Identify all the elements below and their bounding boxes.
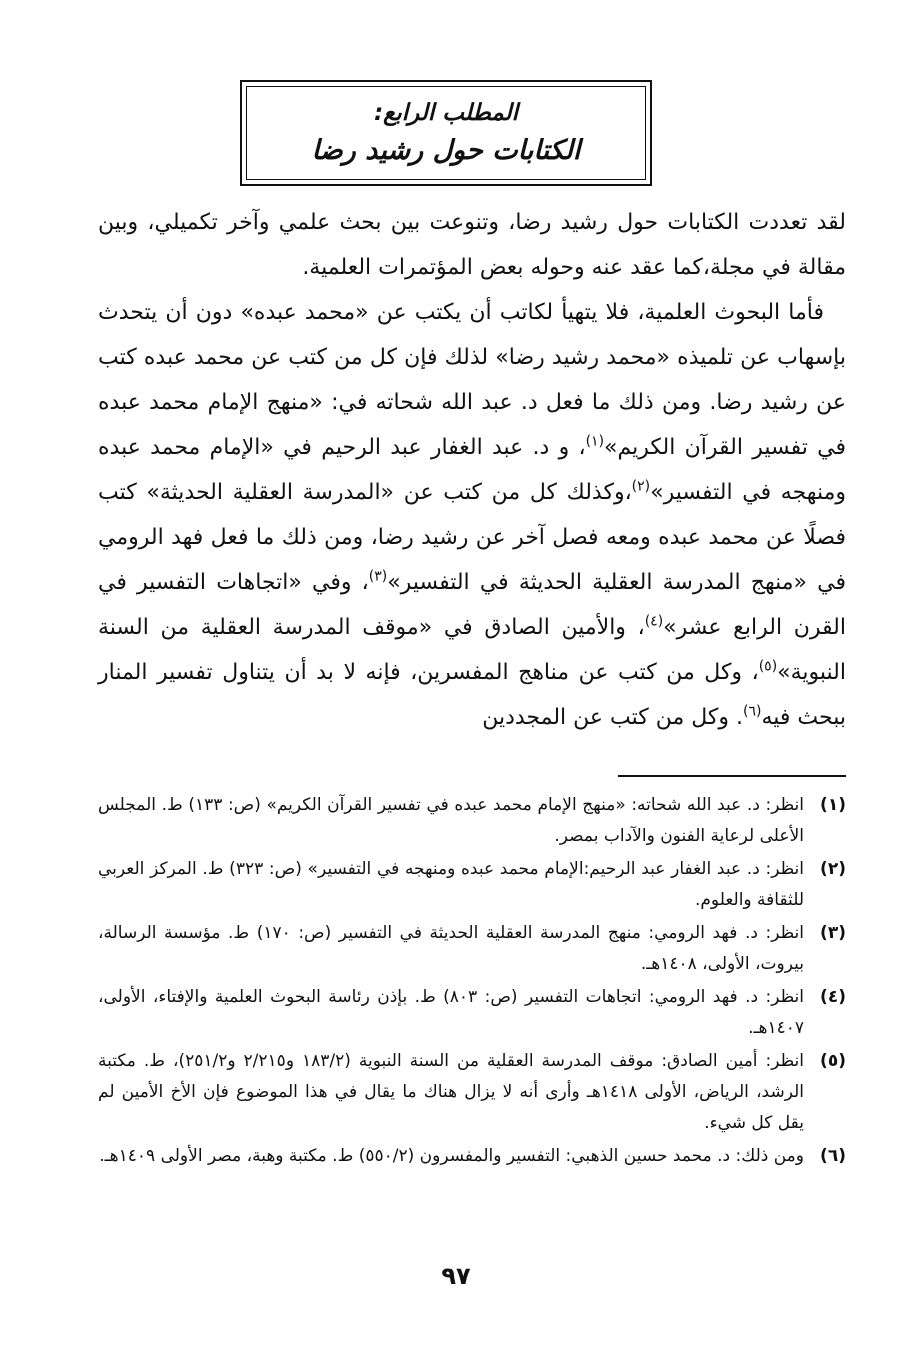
footnote-5 bbox=[98, 1046, 846, 1139]
footnote-6 bbox=[98, 1141, 846, 1172]
section-subtitle: المطلب الرابع: bbox=[373, 100, 519, 126]
section-title-frame bbox=[246, 86, 646, 180]
paragraph-2-segment: ، و د. عبد الغفار عبد الرحيم في «الإمام محمد عبده ومنهجه في التفسير» bbox=[98, 435, 846, 505]
body-text bbox=[98, 200, 846, 740]
footnote-ref-2: (٢) bbox=[631, 478, 651, 495]
footnote-text: انظر: أمين الصادق: موقف المدرسة العقلية من السنة النبوية (١٨٣/٢ و٢/٢١٥ و٢٥١/٢)، ط. مكتبة الرشد، الرياض، الأولى ١٤١٨هـ وأرى أنه لا يزال هناك ما يقال في هذا الموضوع فإن الأخ الأمين لم يقل كل شيء. bbox=[98, 1051, 805, 1133]
footnote-text: انظر: د. فهد الرومي: منهج المدرسة العقلية الحديثة في التفسير (ص: ١٧٠) ط. مؤسسة الرسالة، بيروت، الأولى، ١٤٠٨هـ. bbox=[98, 923, 804, 974]
paragraph-2-segment: فأما البحوث العلمية، فلا يتهيأ لكاتب أن يكتب عن «محمد عبده» دون أن يتحدث بإسهاب عن تلميذه «محمد رشيد رضا» لذلك فإن كل من كتب عن محمد عبده كتب عن رشيد رضا. ومن ذلك ما فعل د. عبد الله شحاته في: «منهج الإمام محمد عبده في تفسير القرآن الكريم» bbox=[98, 300, 846, 460]
footnote-text: انظر: د. عبد الله شحاته: «منهج الإمام محمد عبده في تفسير القرآن الكريم» (ص: ١٣٣) ط. المجلس الأعلى لرعاية الفنون والآداب بمصر. bbox=[98, 795, 804, 846]
paragraph-2-segment: ، وكل من كتب عن مناهج المفسرين، فإنه لا بد أن يتناول تفسير المنار ببحث فيه bbox=[98, 660, 846, 730]
paragraph-2-segment: ، وفي «اتجاهات التفسير في القرن الرابع عشر» bbox=[98, 570, 846, 640]
footnote-number: (٣) bbox=[820, 923, 846, 943]
paragraph-2-segment: . وكل من كتب عن المجددين bbox=[482, 705, 744, 730]
footnote-3 bbox=[98, 918, 846, 980]
footnote-ref-5: (٥) bbox=[758, 658, 778, 675]
footnote-ref-4: (٤) bbox=[644, 613, 664, 630]
footnote-number: (٤) bbox=[820, 987, 846, 1007]
footnotes bbox=[98, 790, 846, 1174]
section-title-box bbox=[240, 80, 652, 186]
paragraph-2 bbox=[98, 290, 846, 740]
footnote-ref-1: (١) bbox=[585, 433, 605, 450]
footnote-text: ومن ذلك: د. محمد حسين الذهبي: التفسير والمفسرون (٥٥٠/٢) ط. مكتبة وهبة، مصر الأولى ١٤٠٩هـ. bbox=[99, 1146, 804, 1166]
footnote-1 bbox=[98, 790, 846, 852]
footnote-separator bbox=[618, 775, 846, 777]
paragraph-2-segment: ، والأمين الصادق في «موقف المدرسة العقلية من السنة النبوية» bbox=[98, 615, 846, 685]
footnote-number: (٥) bbox=[820, 1051, 846, 1071]
footnote-ref-6: (٦) bbox=[743, 703, 762, 720]
footnote-ref-3: (٣) bbox=[368, 568, 388, 585]
paragraph-2-segment: ،وكذلك كل من كتب عن «المدرسة العقلية الحديثة» كتب فصلًا عن محمد عبده ومعه فصل آخر عن رشيد رضا، ومن ذلك ما فعل فهد الرومي في «منهج المدرسة العقلية الحديثة في التفسير» bbox=[98, 480, 846, 595]
footnote-number: (٦) bbox=[820, 1146, 846, 1166]
footnote-4 bbox=[98, 982, 846, 1044]
footnote-number: (١) bbox=[820, 795, 846, 815]
paragraph-1: لقد تعددت الكتابات حول رشيد رضا، وتنوعت بين بحث علمي وآخر تكميلي، وبين مقالة في مجلة،كما عقد عنه وحوله بعض المؤتمرات العلمية. bbox=[98, 210, 846, 280]
footnote-text: انظر: د. عبد الغفار عبد الرحيم:الإمام محمد عبده ومنهجه في التفسير» (ص: ٣٢٣) ط. المركز العربي للثقافة والعلوم. bbox=[98, 859, 804, 910]
footnote-text: انظر: د. فهد الرومي: اتجاهات التفسير (ص: ٨٠٣) ط. بإذن رئاسة البحوث العلمية والإفتاء، الأولى، ١٤٠٧هـ. bbox=[98, 987, 804, 1038]
footnote-number: (٢) bbox=[820, 859, 846, 879]
section-title: الكتابات حول رشيد رضا bbox=[311, 135, 581, 166]
page-number: ٩٧ bbox=[441, 1262, 471, 1290]
footnote-2 bbox=[98, 854, 846, 916]
